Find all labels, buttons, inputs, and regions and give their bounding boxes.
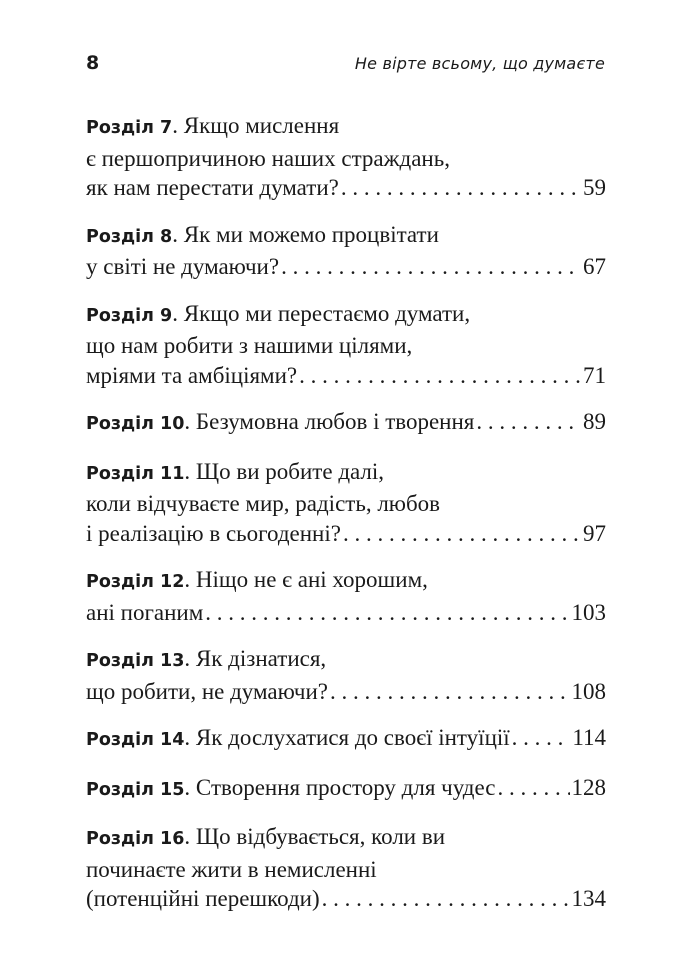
page-number: 8 (86, 52, 100, 74)
dot-leader (205, 598, 569, 628)
toc-line-text (86, 407, 474, 440)
page-header (86, 52, 605, 82)
chapter-label: Розділ 9 (86, 305, 173, 326)
chapter-title-text: починаєте жити в немисленні (86, 856, 377, 882)
chapter-label: Розділ 10 (86, 414, 185, 434)
dot-leader (322, 884, 570, 914)
toc-line (86, 407, 606, 440)
toc-entry (86, 822, 606, 914)
toc-line-text (86, 173, 339, 203)
toc-line (86, 220, 606, 253)
chapter-title-text: ані поганим (86, 599, 204, 625)
chapter-title-text: як нам перестати думати? (86, 175, 339, 200)
toc-line (86, 361, 606, 391)
toc-line (86, 644, 606, 677)
chapter-title-text: . Якщо ми перестаємо думати, (172, 300, 471, 326)
toc-line-text (86, 519, 341, 549)
chapter-title-text: . Що ви робите далі, (184, 458, 385, 484)
toc-line-text (86, 333, 412, 358)
chapter-title-text: мріями та амбіціями? (86, 362, 298, 388)
toc-line-text (86, 598, 203, 628)
toc-page-number: 103 (571, 599, 606, 625)
toc-line-text (86, 884, 320, 914)
toc-line (86, 884, 606, 914)
toc-page-number: 114 (572, 725, 606, 750)
chapter-title-text: (потенційні перешкоди) (86, 886, 320, 911)
toc-line (86, 457, 606, 490)
toc-line (86, 299, 606, 332)
toc-line (86, 489, 606, 519)
toc-line-text (86, 491, 440, 516)
chapter-title-text: . Як ми можемо процвітати (172, 221, 439, 247)
toc-page-number: 128 (571, 774, 606, 800)
dot-leader (341, 173, 581, 203)
toc-entry (86, 565, 606, 627)
running-title: Не вірте всьому, що думаєте (354, 54, 605, 73)
toc-line-text (86, 301, 470, 326)
toc-line (86, 855, 606, 885)
toc-entry (86, 723, 606, 756)
chapter-title-text: . Як дослухатися до своєї інтуїції (184, 725, 510, 750)
toc-line-text (86, 222, 439, 247)
chapter-title-text: є першопричиною наших страждань, (86, 145, 450, 171)
chapter-label: Розділ 11 (86, 463, 185, 484)
chapter-label: Розділ 12 (86, 572, 185, 592)
toc-line-text (86, 824, 445, 849)
toc-line-text (86, 773, 495, 806)
toc-line (86, 111, 606, 144)
chapter-label: Розділ 14 (86, 730, 185, 750)
toc-line (86, 677, 606, 707)
dot-leader (497, 773, 569, 803)
chapter-title-text: і реалізацію в сьогоденні? (86, 520, 341, 546)
dot-leader (299, 361, 581, 391)
toc-page-number: 97 (583, 520, 606, 546)
toc-line-text (86, 857, 377, 882)
chapter-title-text: . Створення простору для чудес (184, 774, 496, 800)
toc-entry (86, 644, 606, 706)
chapter-label: Розділ 8 (86, 226, 173, 247)
dot-leader (512, 723, 571, 753)
chapter-label: Розділ 7 (86, 118, 173, 138)
chapter-label: Розділ 16 (86, 829, 185, 849)
chapter-title-text: що робити, не думаючи? (86, 678, 328, 704)
toc-line (86, 723, 606, 756)
toc-line (86, 519, 606, 549)
toc-page-number: 89 (583, 409, 606, 434)
toc-entry (86, 299, 606, 391)
toc-line (86, 173, 606, 203)
table-of-contents (86, 111, 606, 914)
toc-line (86, 331, 606, 361)
chapter-title-text: що нам робити з нашими цілями, (86, 333, 413, 358)
toc-page-number: 134 (571, 886, 606, 911)
chapter-title-text: . Як дізнатися, (184, 646, 327, 671)
chapter-title-text: у світі не думаючи? (86, 254, 280, 279)
chapter-title-text: . Ніщо не є ані хорошим, (184, 567, 428, 592)
chapter-label: Розділ 15 (86, 779, 185, 800)
toc-page-number: 67 (583, 254, 606, 279)
chapter-title-text: коли відчуваєте мир, радість, любов (86, 491, 441, 516)
chapter-label: Розділ 13 (86, 651, 185, 671)
toc-line (86, 822, 606, 855)
toc-line-text (86, 723, 510, 756)
chapter-title-text: . Що відбувається, коли ви (184, 824, 446, 849)
toc-line (86, 144, 606, 174)
toc-line-text (86, 252, 279, 282)
toc-line-text (86, 113, 339, 138)
chapter-title-text: . Безумовна любов і творення (184, 409, 475, 434)
toc-entry (86, 220, 606, 282)
toc-line-text (86, 361, 297, 391)
toc-line (86, 252, 606, 282)
toc-entry (86, 773, 606, 806)
toc-line (86, 773, 606, 806)
toc-entry (86, 457, 606, 549)
toc-line-text (86, 146, 450, 171)
toc-line (86, 565, 606, 598)
dot-leader (281, 252, 581, 282)
toc-line (86, 598, 606, 628)
toc-line-text (86, 646, 326, 671)
toc-entry (86, 111, 606, 203)
dot-leader (343, 519, 581, 549)
toc-page-number: 59 (583, 175, 606, 200)
chapter-title-text: . Якщо мислення (172, 113, 340, 138)
dot-leader (330, 677, 570, 707)
toc-page-number: 108 (571, 678, 606, 704)
toc-line-text (86, 677, 328, 707)
dot-leader (476, 407, 581, 437)
toc-line-text (86, 567, 428, 592)
toc-entry (86, 407, 606, 440)
toc-page-number: 71 (583, 362, 606, 388)
toc-line-text (86, 459, 384, 484)
